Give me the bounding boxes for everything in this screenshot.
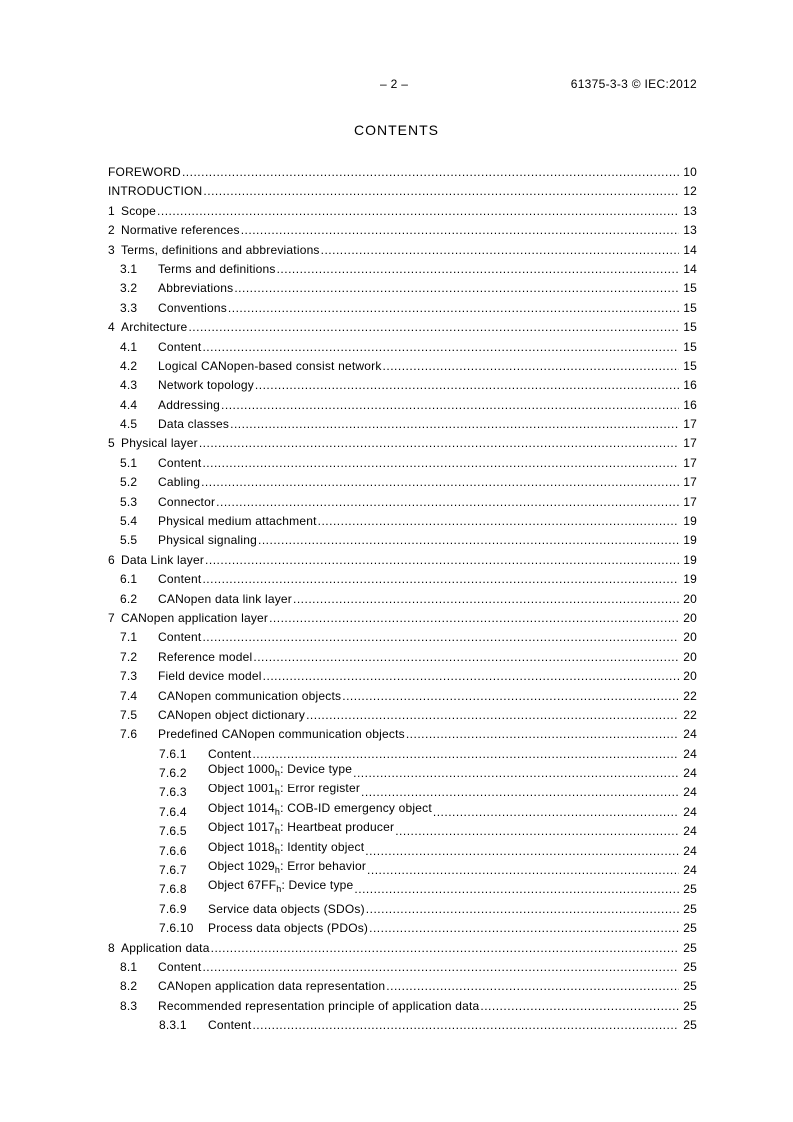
toc-entry-page: 15	[683, 358, 697, 373]
toc-entry-title: Recommended representation principle of application data	[158, 998, 480, 1013]
toc-entry-title: Network topology	[158, 378, 254, 393]
dot-leader	[201, 628, 679, 647]
dot-leader	[385, 977, 679, 996]
dot-leader	[394, 822, 679, 841]
toc-entry[interactable]	[108, 376, 697, 395]
toc-entry[interactable]	[108, 861, 697, 880]
toc-entry-number: 8.3.1	[159, 1018, 187, 1033]
toc-entry[interactable]	[108, 357, 697, 376]
dot-leader	[156, 202, 679, 221]
dot-leader	[317, 512, 679, 531]
toc-entry[interactable]	[108, 454, 697, 473]
dot-leader	[432, 803, 679, 822]
toc-entry-page: 14	[683, 261, 697, 276]
dot-leader	[479, 997, 679, 1016]
toc-entry-number: 7.3	[120, 669, 138, 684]
dot-leader	[229, 415, 679, 434]
toc-entry-number: 7.6.1	[159, 746, 187, 761]
toc-entry-title: Field device model	[158, 669, 262, 684]
toc-entry-page: 17	[683, 494, 697, 509]
toc-entry[interactable]	[108, 880, 697, 899]
toc-entry-title: CANopen object dictionary	[158, 707, 306, 722]
toc-entry-number: 7.6.7	[159, 863, 187, 878]
toc-entry-page: 14	[683, 242, 697, 257]
dot-leader	[368, 919, 679, 938]
dot-leader	[366, 861, 679, 880]
toc-entry-page: 24	[683, 863, 697, 878]
toc-entry[interactable]	[108, 415, 697, 434]
toc-entry-title: Physical signaling	[158, 533, 257, 548]
toc-entry-title: Physical medium attachment	[158, 514, 317, 529]
toc-entry-number: 5.4	[120, 514, 138, 529]
toc-entry-title: CANopen application layer	[121, 610, 269, 625]
toc-entry-page: 17	[683, 417, 697, 432]
dot-leader	[200, 473, 679, 492]
hex-subscript: h	[276, 884, 282, 895]
hex-subscript: h	[274, 768, 281, 779]
toc-entry[interactable]	[108, 531, 697, 550]
toc-entry-page: 20	[683, 610, 697, 625]
toc-entry-page: 24	[683, 824, 697, 839]
toc-entry-title: Object $1017_h$: Heartbeat producer	[208, 822, 395, 837]
toc-entry-title: INTRODUCTION	[108, 184, 203, 199]
toc-entry-number: 7.6.8	[159, 882, 187, 897]
dot-leader	[251, 745, 679, 764]
toc-entry-title: Terms and definitions	[158, 261, 276, 276]
toc-entry-number: 6.2	[120, 591, 138, 606]
toc-entry-number: 7.6.2	[159, 766, 187, 781]
dot-leader	[202, 182, 679, 201]
toc-entry-page: 17	[683, 436, 697, 451]
dot-leader	[201, 958, 679, 977]
toc-entry-number: 7.6	[120, 727, 138, 742]
toc-entry-page: 16	[683, 378, 697, 393]
dot-leader	[268, 609, 679, 628]
toc-entry-title: Data classes	[158, 417, 230, 432]
page-title: CONTENTS	[354, 122, 439, 138]
toc-entry-page: 13	[683, 223, 697, 238]
toc-entry-page: 25	[683, 979, 697, 994]
toc-entry[interactable]	[108, 241, 697, 260]
toc-entry-title: Content	[208, 1018, 252, 1033]
toc-entry[interactable]	[108, 803, 697, 822]
dot-leader	[262, 667, 679, 686]
toc-entry-number: 3.3	[120, 300, 138, 315]
dot-leader	[233, 279, 679, 298]
dot-leader	[405, 725, 679, 744]
hex-subscript: h	[274, 865, 281, 876]
dot-leader	[364, 842, 679, 861]
toc-entry-number: 6.1	[120, 572, 138, 587]
toc-entry[interactable]	[108, 628, 697, 647]
hex-subscript: h	[274, 787, 281, 798]
toc-entry[interactable]	[108, 687, 697, 706]
toc-entry-number: 5.2	[120, 475, 138, 490]
toc-entry-title: Object $1029_h$: Error behavior	[208, 861, 367, 876]
dot-leader	[365, 900, 679, 919]
dot-leader	[252, 648, 679, 667]
toc-entry-number: 3	[108, 242, 115, 257]
toc-entry-page: 12	[683, 184, 697, 199]
toc-entry[interactable]	[108, 590, 697, 609]
toc-entry-page: 20	[683, 630, 697, 645]
toc-entry-page: 17	[683, 475, 697, 490]
page-number: – 2 –	[380, 77, 409, 91]
toc-entry-number: 7.6.3	[159, 785, 187, 800]
toc-entry-title: Service data objects (SDOs)	[208, 901, 365, 916]
toc-entry-page: 20	[683, 669, 697, 684]
toc-entry-page: 22	[683, 688, 697, 703]
standard-reference: 61375-3-3 © IEC:2012	[570, 77, 697, 91]
toc-entry-number: 6	[108, 552, 115, 567]
toc-entry[interactable]	[108, 473, 697, 492]
toc-entry-title: Predefined CANopen communication objects	[158, 727, 405, 742]
toc-entry-title: Normative references	[121, 223, 240, 238]
toc-entry[interactable]	[108, 822, 697, 841]
toc-entry[interactable]	[108, 318, 697, 337]
dot-leader	[254, 376, 679, 395]
toc-entry[interactable]	[108, 609, 697, 628]
toc-entry-title: CANopen communication objects	[158, 688, 342, 703]
toc-entry-page: 10	[683, 164, 697, 179]
toc-entry[interactable]	[108, 260, 697, 279]
toc-entry-page: 19	[683, 533, 697, 548]
toc-entry-title: Terms, definitions and abbreviations	[121, 242, 320, 257]
toc-entry[interactable]	[108, 221, 697, 240]
toc-entry-page: 15	[683, 320, 697, 335]
toc-entry[interactable]	[108, 279, 697, 298]
toc-entry-title: FOREWORD	[108, 164, 181, 179]
toc-entry-number: 7.6.6	[159, 843, 187, 858]
toc-entry-title: Physical layer	[121, 436, 198, 451]
toc-entry-number: 4.4	[120, 397, 138, 412]
toc-entry-number: 8.3	[120, 998, 138, 1013]
toc-entry[interactable]	[108, 900, 697, 919]
toc-entry-number: 7.4	[120, 688, 138, 703]
dot-leader	[353, 880, 679, 899]
dot-leader	[251, 1016, 679, 1035]
toc-entry-title: Content	[158, 339, 202, 354]
toc-entry-number: 4.1	[120, 339, 138, 354]
toc-entry-number: 4	[108, 320, 115, 335]
toc-entry-title: Application data	[121, 940, 210, 955]
dot-leader	[341, 687, 679, 706]
dot-leader	[187, 318, 679, 337]
toc-entry[interactable]	[108, 570, 697, 589]
toc-entry[interactable]	[108, 182, 697, 201]
toc-entry-title: Content	[208, 746, 252, 761]
toc-entry-number: 7.5	[120, 707, 138, 722]
toc-entry-page: 24	[683, 843, 697, 858]
hex-subscript: h	[274, 806, 281, 817]
toc-entry[interactable]	[108, 202, 697, 221]
dot-leader	[382, 357, 679, 376]
toc-entry-page: 24	[683, 785, 697, 800]
toc-entry-page: 25	[683, 1018, 697, 1033]
toc-entry-page: 15	[683, 339, 697, 354]
toc-entry-title: Content	[158, 630, 202, 645]
toc-entry[interactable]	[108, 551, 697, 570]
toc-entry[interactable]	[108, 997, 697, 1016]
dot-leader	[352, 764, 679, 783]
toc-entry-number: 5.1	[120, 455, 138, 470]
dot-leader	[276, 260, 679, 279]
toc-entry-title: Content	[158, 960, 202, 974]
dot-leader	[360, 784, 679, 803]
toc-entry-title: Logical CANopen-based consist network	[158, 358, 382, 373]
dot-leader	[227, 299, 679, 318]
toc-entry-page: 19	[683, 552, 697, 567]
dot-leader	[201, 338, 679, 357]
toc-entry-page: 25	[683, 998, 697, 1013]
toc-entry-page: 15	[683, 300, 697, 315]
toc-entry-title: Conventions	[158, 300, 227, 315]
toc-entry-number: 5.3	[120, 494, 138, 509]
toc-entry-page: 15	[683, 281, 697, 296]
toc-entry-title: Abbreviations	[158, 281, 234, 296]
toc-entry-title: Data Link layer	[121, 552, 205, 567]
dot-leader	[305, 706, 679, 725]
table-of-contents	[108, 163, 697, 1036]
toc-entry[interactable]	[108, 667, 697, 686]
toc-entry-title: Content	[158, 572, 202, 587]
toc-entry[interactable]	[108, 338, 697, 357]
toc-entry-title: Architecture	[121, 320, 188, 335]
toc-entry[interactable]	[108, 977, 697, 996]
dot-leader	[320, 241, 679, 260]
toc-entry[interactable]	[108, 939, 697, 958]
dot-leader	[201, 454, 679, 473]
toc-entry[interactable]	[108, 764, 697, 783]
toc-entry-page: 25	[683, 921, 697, 936]
toc-entry-title: Connector	[158, 494, 216, 509]
toc-entry-title: Addressing	[158, 397, 221, 412]
toc-entry[interactable]	[108, 512, 697, 531]
dot-leader	[181, 163, 679, 182]
toc-entry-number: 4.2	[120, 358, 138, 373]
toc-entry[interactable]	[108, 725, 697, 744]
toc-entry-page: 19	[683, 514, 697, 529]
toc-entry[interactable]	[108, 493, 697, 512]
toc-entry[interactable]	[108, 706, 697, 725]
toc-entry-number: 7.2	[120, 649, 138, 664]
dot-leader	[201, 570, 679, 589]
toc-entry-title: Object $1001_h$: Error register	[208, 783, 361, 798]
toc-entry-number: 3.2	[120, 281, 138, 296]
toc-entry-title: Scope	[121, 203, 157, 218]
toc-entry-title: Object $67FF_h$: Device type	[208, 880, 354, 895]
dot-leader	[210, 939, 679, 958]
toc-entry[interactable]	[108, 745, 697, 764]
toc-entry-page: 25	[683, 901, 697, 916]
hex-subscript: h	[274, 845, 281, 856]
toc-entry-number: 8.2	[120, 979, 138, 994]
dot-leader	[292, 590, 679, 609]
toc-entry-page: 24	[683, 766, 697, 781]
toc-entry-title: CANopen application data representation	[158, 979, 386, 994]
toc-entry-title: Cabling	[158, 475, 201, 490]
toc-entry-title: Process data objects (PDOs)	[208, 921, 369, 936]
toc-entry-number: 7.1	[120, 630, 138, 645]
toc-entry-page: 24	[683, 746, 697, 761]
toc-entry-page: 25	[683, 940, 697, 955]
toc-entry-page: 20	[683, 591, 697, 606]
toc-entry[interactable]	[108, 163, 697, 182]
toc-entry-title: Object $1018_h$: Identity object	[208, 841, 365, 856]
toc-entry-page: 16	[683, 397, 697, 412]
dot-leader	[198, 434, 679, 453]
toc-entry-title: Reference model	[158, 649, 253, 664]
toc-entry[interactable]	[108, 434, 697, 453]
toc-entry-page: 22	[683, 707, 697, 722]
toc-entry-number: 7	[108, 610, 115, 625]
toc-entry-page: 24	[683, 727, 697, 742]
toc-entry[interactable]	[108, 396, 697, 415]
toc-entry[interactable]	[108, 919, 697, 938]
dot-leader	[257, 531, 679, 550]
toc-entry[interactable]	[108, 648, 697, 667]
dot-leader	[215, 493, 679, 512]
toc-entry-page: 24	[683, 804, 697, 819]
toc-entry-number: 8.1	[120, 960, 138, 974]
toc-entry-number: 7.6.4	[159, 804, 187, 819]
toc-entry-page: 17	[683, 455, 697, 470]
toc-entry-title: Object $1014_h$: COB-ID emergency object	[208, 802, 432, 817]
toc-entry-title: CANopen data link layer	[158, 591, 293, 606]
toc-entry[interactable]	[108, 299, 697, 318]
toc-entry-number: 5.5	[120, 533, 138, 548]
toc-entry-number: 7.6.5	[159, 824, 187, 839]
toc-entry[interactable]	[108, 842, 697, 861]
toc-entry-number: 8	[108, 940, 115, 955]
dot-leader	[204, 551, 679, 570]
toc-entry-page: 19	[683, 572, 697, 587]
toc-entry-title: Content	[158, 455, 202, 470]
toc-entry-title: Object $1000_h$: Device type	[208, 764, 353, 779]
toc-entry-number: 2	[108, 223, 115, 238]
hex-subscript: h	[274, 826, 281, 837]
toc-entry-number: 1	[108, 203, 115, 218]
toc-entry-page: 20	[683, 649, 697, 664]
toc-entry-number: 7.6.10	[159, 921, 194, 936]
toc-entry[interactable]	[108, 784, 697, 803]
toc-entry-page: 25	[683, 960, 697, 974]
toc-entry[interactable]	[108, 1016, 697, 1035]
dot-leader	[240, 221, 679, 240]
toc-entry-number: 4.5	[120, 417, 138, 432]
toc-entry-number: 7.6.9	[159, 901, 187, 916]
dot-leader	[220, 396, 679, 415]
toc-entry[interactable]	[108, 958, 697, 977]
toc-entry-page: 13	[683, 203, 697, 218]
toc-entry-number: 4.3	[120, 378, 138, 393]
toc-entry-page: 25	[683, 882, 697, 897]
toc-entry-number: 3.1	[120, 261, 138, 276]
toc-entry-number: 5	[108, 436, 115, 451]
